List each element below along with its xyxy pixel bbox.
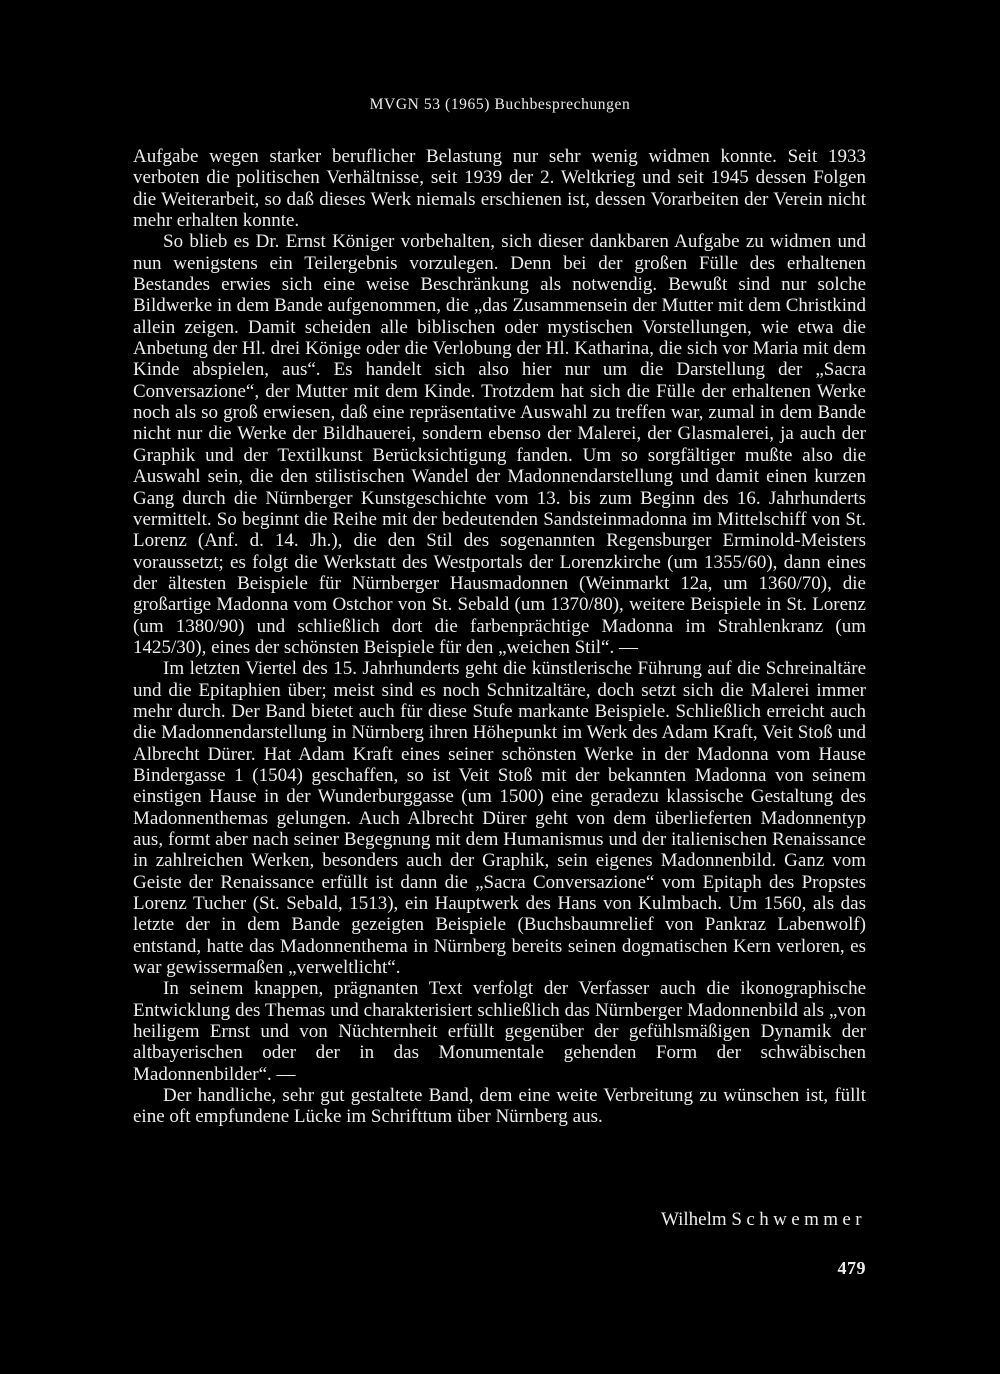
paragraph: In seinem knappen, prägnanten Text verfolgt der Verfasser auch die ikonographische Entwicklung des Themas und charakterisiert schließlich das Nürnberger Madonnenbild als „von heiligem Ernst und von Nüchternheit erfüllt gegenüber der gefühlsmäßigen Dynamik der altbayerischen oder der in das Monumentale gehenden Form der schwäbischen Madonnenbilder“. — xyxy=(133,978,866,1085)
author-signature xyxy=(133,1209,866,1230)
paragraph: Der handliche, sehr gut gestaltete Band, dem eine weite Verbreitung zu wünschen ist, füllt eine oft empfundene Lücke im Schrifttum über Nürnberg aus. xyxy=(133,1085,866,1128)
running-head: MVGN 53 (1965) Buchbesprechungen xyxy=(369,96,631,113)
author-surname: Schwemmer xyxy=(731,1209,866,1230)
paragraph: Im letzten Viertel des 15. Jahrhunderts geht die künstlerische Führung auf die Schreinaltäre und die Epitaphien über; meist sind es noch Schnitzaltäre, doch setzt sich die Malerei immer mehr durch. Der Band bietet auch für diese Stufe markante Beispiele. Schließlich erreicht auch die Madonnendarstellung in Nürnberg ihren Höhepunkt im Werk des Adam Kraft, Veit Stoß und Albrecht Dürer. Hat Adam Kraft eines seiner schönsten Werke in der Madonna vom Hause Bindergasse 1 (1504) geschaffen, so ist Veit Stoß mit der bekannten Madonna von seinem einstigen Hause in der Wunderburggasse (um 1500) eine geradezu klassische Gestaltung des Madonnenthemas gelungen. Auch Albrecht Dürer geht von dem überlieferten Madonnentyp aus, formt aber nach seiner Begegnung mit dem Humanismus und der italienischen Renaissance in zahlreichen Werken, besonders auch der Graphik, sein eigenes Madonnenbild. Ganz vom Geiste der Renaissance erfüllt ist dann die „Sacra Conversazione“ vom Epitaph des Propstes Lorenz Tucher (St. Sebald, 1513), ein Hauptwerk des Hans von Kulmbach. Um 1560, als das letzte der in dem Bande gezeigten Beispiele (Buchsbaumrelief von Pankraz Labenwolf) entstand, hatte das Madonnenthema in Nürnberg bereits seinen dogmatischen Kern verloren, es war gewissermaßen „verweltlicht“. xyxy=(133,658,866,979)
paragraph-continuation: Aufgabe wegen starker beruflicher Belastung nur sehr wenig widmen konnte. Seit 1933 verboten die politischen Verhältnisse, seit 1939 der 2. Weltkrieg und seit 1945 dessen Folgen die Weiterarbeit, so daß dieses Werk niemals erschienen ist, dessen Vorarbeiten der Verein nicht mehr erhalten konnte. xyxy=(133,146,866,232)
author-first-name: Wilhelm xyxy=(660,1209,727,1230)
paragraph: So blieb es Dr. Ernst Königer vorbehalten, sich dieser dankbaren Aufgabe zu widmen und nun wenigstens ein Teilergebnis vorzulegen. Denn bei der großen Fülle des erhaltenen Bestandes erwies sich eine weise Beschränkung als notwendig. Bewußt sind nur solche Bildwerke in dem Bande aufgenommen, die „das Zusammensein der Mutter mit dem Christkind allein zeigen. Damit scheiden alle biblischen oder mystischen Vorstellungen, wie etwa die Anbetung der Hl. drei Könige oder die Verlobung der Hl. Katharina, die sich vor Maria mit dem Kinde abspielen, aus“. Es handelt sich also hier nur um die Darstellung der „Sacra Conversazione“, der Mutter mit dem Kinde. Trotzdem hat sich die Fülle der erhaltenen Werke noch als so groß erwiesen, daß eine repräsentative Auswahl zu treffen war, zumal in dem Bande nicht nur die Werke der Bildhauerei, sondern ebenso der Malerei, der Glasmalerei, ja auch der Graphik und der Textilkunst Berücksichtigung fanden. Um so sorgfältiger mußte also die Auswahl sein, die den stilistischen Wandel der Madonnendarstellung und damit einen kurzen Gang durch die Nürnberger Kunstgeschichte vom 13. bis zum Beginn des 16. Jahrhunderts vermittelt. So beginnt die Reihe mit der bedeutenden Sandsteinmadonna im Mittelschiff von St. Lorenz (Anf. d. 14. Jh.), die den Stil des sogenannten Regensburger Erminold-Meisters voraussetzt; es folgt die Werkstatt des Westportals der Lorenzkirche (um 1355/60), dann eines der ältesten Beispiele für Nürnberger Hausmadonnen (Weinmarkt 12a, um 1360/70), die großartige Madonna vom Ostchor von St. Sebald (um 1370/80), weitere Beispiele in St. Lorenz (um 1380/90) und schließlich dort die farbenprächtige Madonna im Strahlenkranz (um 1425/30), eines der schönsten Beispiele für den „weichen Stil“. — xyxy=(133,231,866,658)
page-number: 479 xyxy=(837,1258,866,1278)
review-body xyxy=(133,146,866,1128)
